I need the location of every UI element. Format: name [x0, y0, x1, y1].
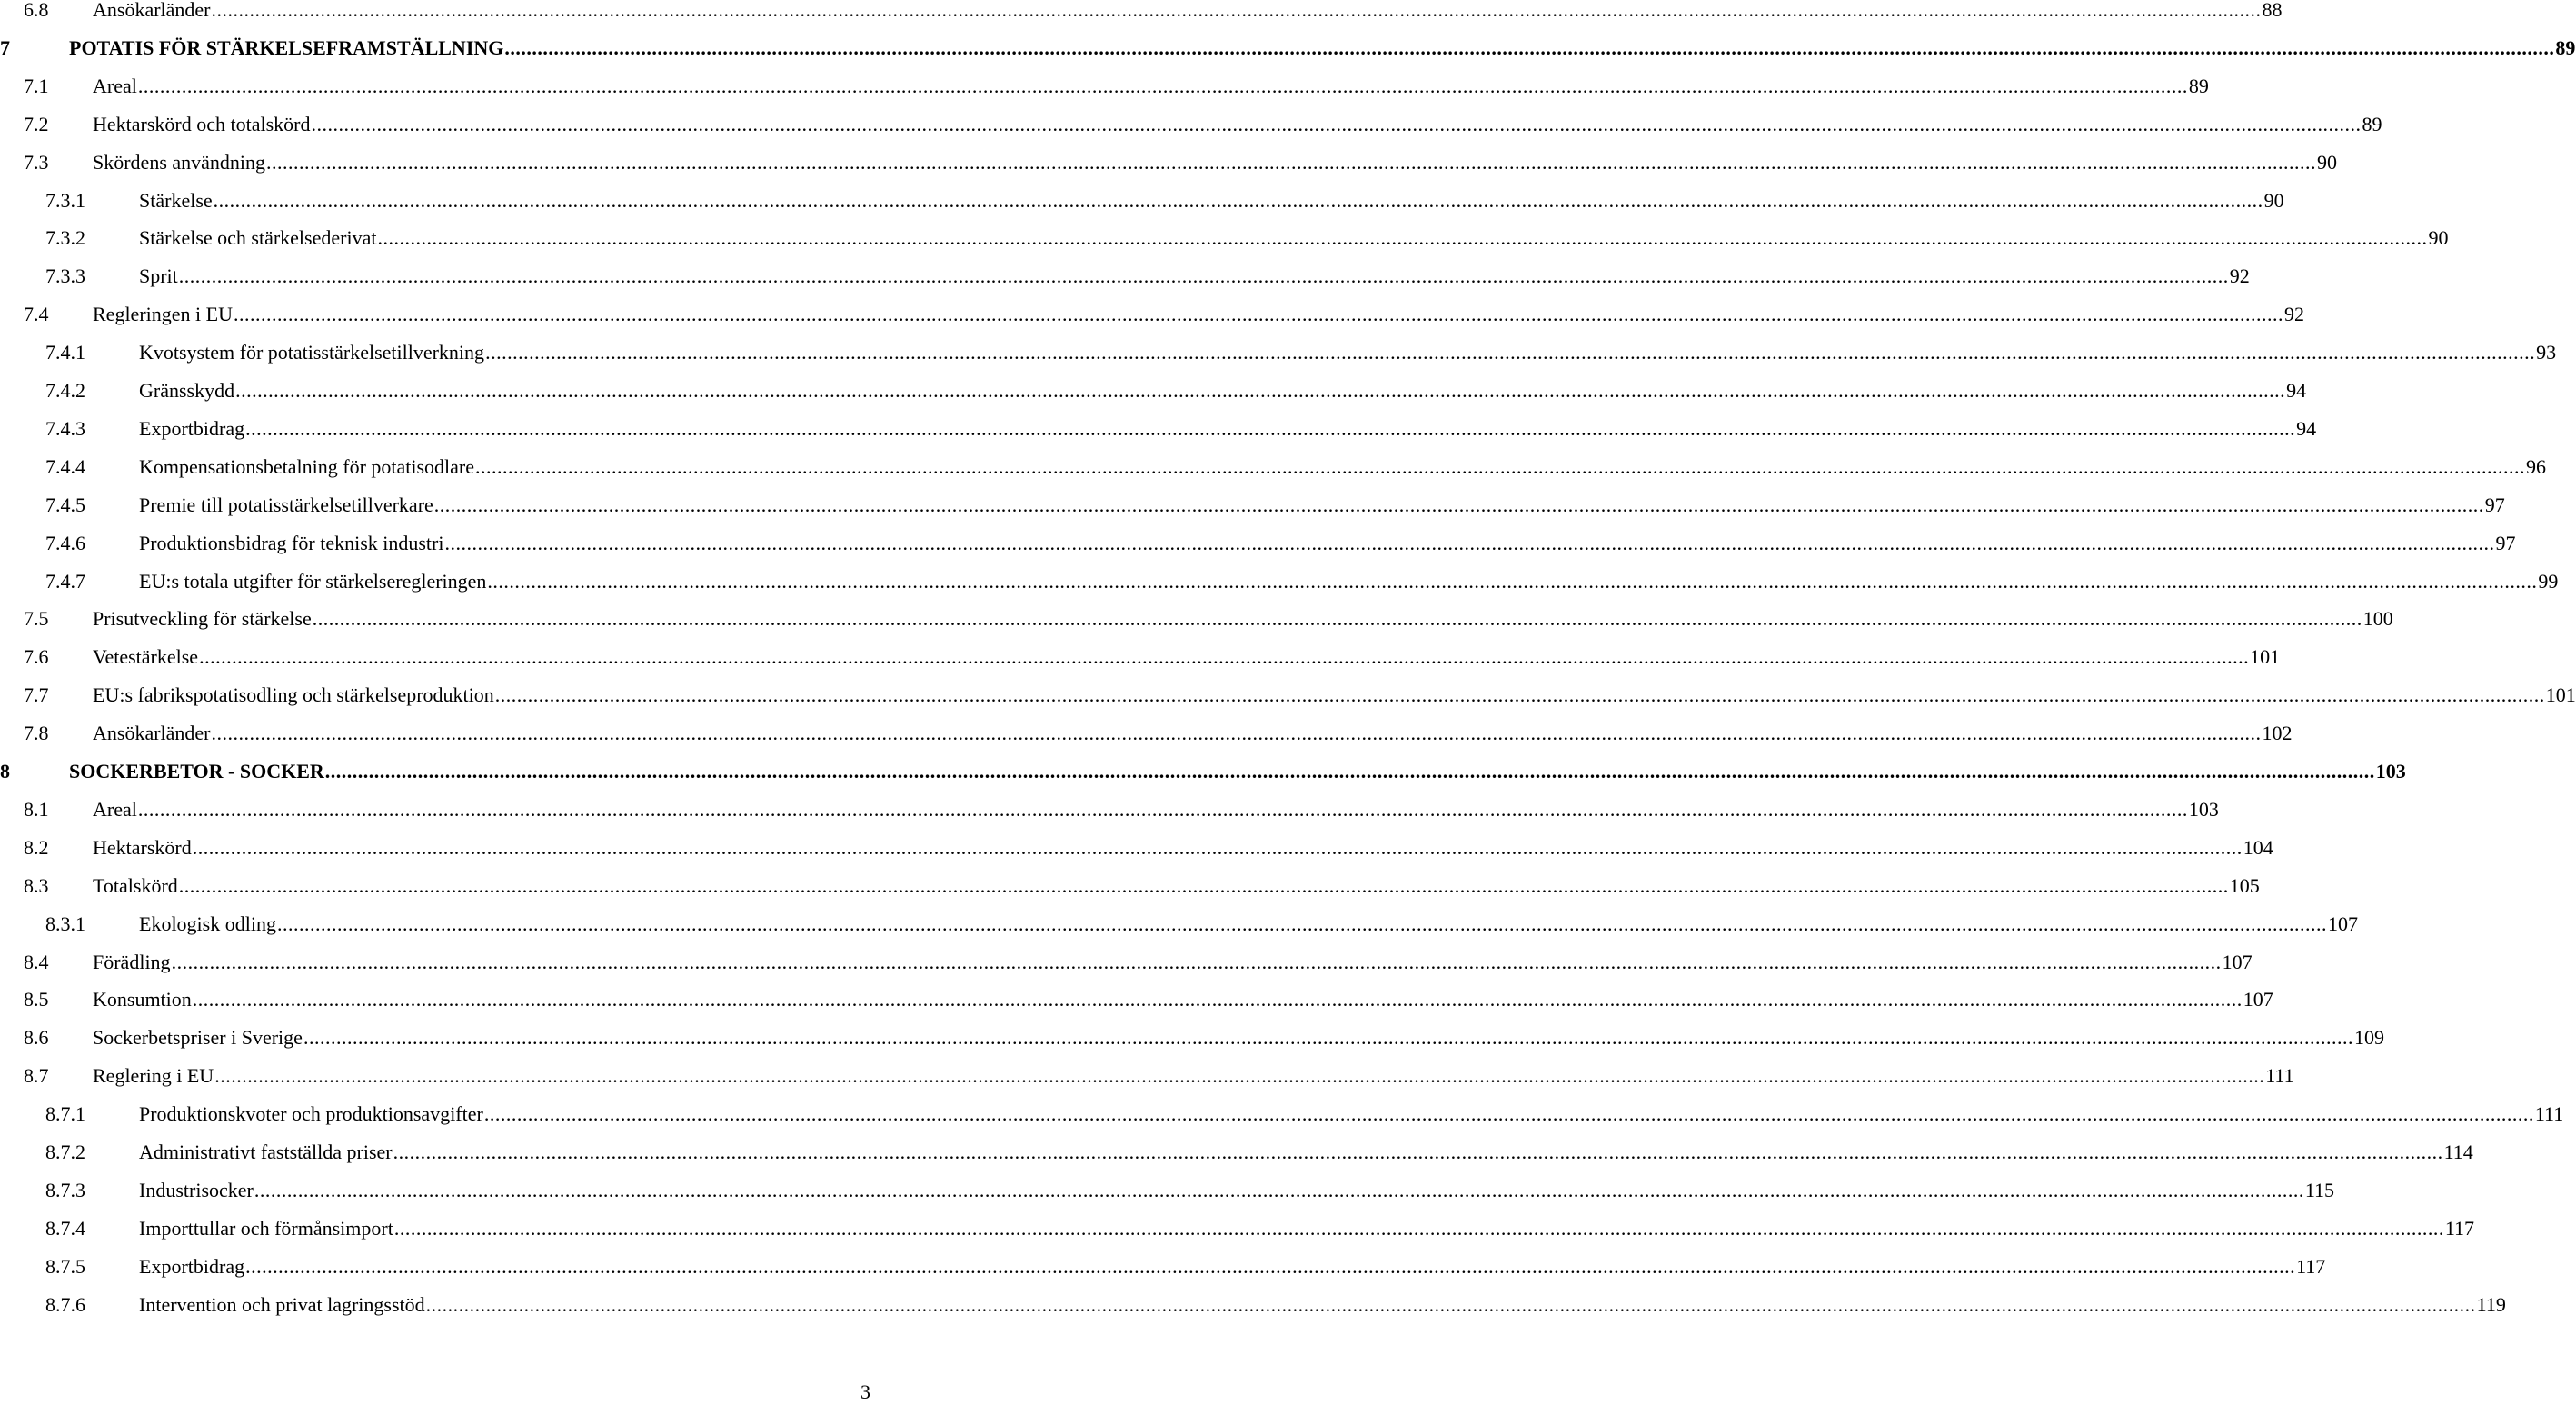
toc-entry-number: 8.7.3 [45, 1178, 85, 1201]
toc-entry[interactable] [24, 149, 2338, 176]
toc-entry-number: 8.7.6 [45, 1292, 85, 1316]
toc-entry[interactable] [24, 949, 2253, 976]
toc-entry-title: Sockerbetspriser i Sverige [93, 1026, 303, 1050]
toc-entry[interactable] [24, 111, 2382, 138]
toc-entry-title: Reglering i EU [93, 1064, 214, 1088]
toc-entry-title: Produktionsbidrag för teknisk industri [139, 531, 444, 554]
dot-leader [277, 911, 2327, 938]
toc-entry-number: 7.4.5 [45, 493, 85, 516]
toc-entry[interactable] [0, 35, 2576, 62]
toc-entry-page: 92 [2229, 264, 2250, 288]
toc-entry[interactable] [24, 301, 2304, 328]
dot-leader [235, 377, 2285, 404]
dot-leader [313, 605, 2362, 633]
toc-entry-number: 8.3 [24, 873, 49, 897]
toc-entry-title: Kompensationsbetalning för potatisodlare [139, 454, 475, 478]
toc-entry-number: 7.4.6 [45, 531, 85, 554]
toc-entry-title: Konsumtion [93, 988, 192, 1011]
toc-entry-number: 8.4 [24, 950, 49, 973]
toc-entry-title: Sprit [139, 264, 178, 288]
toc-entry-title: Premie till potatisstärkelsetillverkare [139, 493, 433, 516]
toc-entry-number: 7.4.3 [45, 416, 85, 440]
toc-entry-title: Exportbidrag [139, 416, 245, 440]
toc-entry-page: 100 [2362, 607, 2393, 631]
toc-entry[interactable] [24, 643, 2281, 671]
toc-entry-title: Areal [93, 797, 137, 821]
dot-leader [212, 0, 2262, 24]
toc-entry-page: 96 [2526, 454, 2547, 478]
toc-entry-number: 7.8 [24, 722, 49, 745]
toc-entry[interactable] [24, 1024, 2384, 1051]
toc-entry-page: 117 [2296, 1254, 2326, 1278]
toc-entry-number: 7.6 [24, 645, 49, 669]
toc-entry-title: SOCKERBETOR - SOCKER [69, 760, 324, 782]
dot-leader [234, 301, 2283, 328]
toc-entry-number: 8.1 [24, 797, 49, 821]
toc-entry[interactable] [24, 872, 2260, 900]
toc-entry[interactable] [45, 224, 2449, 252]
toc-entry-page: 94 [2286, 379, 2307, 402]
dot-leader [377, 224, 2427, 252]
toc-entry-number: 7.4.2 [45, 379, 85, 402]
toc-entry-page: 93 [2536, 341, 2557, 364]
toc-entry-number: 8.3.1 [45, 912, 85, 935]
toc-entry-number: 7.5 [24, 607, 49, 631]
toc-entry-title: Förädling [93, 950, 171, 973]
toc-entry-title: Totalskörd [93, 873, 178, 897]
toc-entry-number: 8.7.1 [45, 1102, 85, 1126]
dot-leader [266, 149, 2316, 176]
toc-entry[interactable] [24, 682, 2576, 709]
toc-entry-title: Ansökarländer [93, 722, 211, 745]
toc-entry-number: 8.5 [24, 988, 49, 1011]
toc-entry-page: 102 [2262, 722, 2293, 745]
toc-entry-number: 7.2 [24, 112, 49, 135]
dot-leader [444, 530, 2494, 557]
toc-entry-page: 90 [2317, 150, 2338, 174]
toc-entry-title: EU:s fabrikspotatisodling och stärkelseproduktion [93, 683, 494, 707]
toc-entry-title: Industrisocker [139, 1178, 254, 1201]
toc-entry[interactable] [24, 986, 2273, 1013]
dot-leader [426, 1291, 2476, 1319]
dot-leader [504, 35, 2554, 62]
dot-leader [312, 111, 2362, 138]
dot-leader [245, 1253, 2295, 1280]
toc-entry-page: 119 [2476, 1292, 2506, 1316]
toc-entry-title: Ekologisk odling [139, 912, 276, 935]
toc-entry-title: Hektarskörd [93, 835, 192, 859]
dot-leader [254, 1177, 2304, 1204]
toc-entry[interactable] [24, 73, 2209, 100]
toc-entry-title: Exportbidrag [139, 1254, 245, 1278]
toc-entry[interactable] [24, 834, 2273, 862]
toc-entry-page: 97 [2495, 531, 2516, 554]
toc-entry-title: Importtullar och förmånsimport [139, 1216, 393, 1240]
toc-entry[interactable] [45, 377, 2307, 404]
toc-entry-number: 7 [0, 35, 10, 59]
toc-entry-number: 7.3 [24, 150, 49, 174]
toc-entry-number: 8.7.5 [45, 1254, 85, 1278]
toc-entry-page: 105 [2229, 873, 2260, 897]
toc-entry-number: 7.7 [24, 683, 49, 707]
toc-entry-number: 7.3.2 [45, 226, 85, 250]
toc-entry[interactable] [45, 1139, 2473, 1166]
toc-entry[interactable] [45, 1253, 2326, 1280]
toc-entry[interactable] [45, 1291, 2506, 1319]
toc-entry-title: Stärkelse och stärkelsederivat [139, 226, 377, 250]
toc-entry-number: 7.4 [24, 303, 49, 326]
toc-entry-page: 101 [2250, 645, 2281, 669]
toc-entry[interactable] [45, 1215, 2475, 1242]
toc-entry-page: 89 [2188, 74, 2209, 97]
toc-entry[interactable] [45, 187, 2284, 214]
toc-entry[interactable] [24, 0, 2283, 24]
dot-leader [214, 1062, 2264, 1090]
dot-leader [138, 796, 2188, 823]
toc-entry-title: Gränsskydd [139, 379, 235, 402]
toc-entry-title: Areal [93, 74, 137, 97]
toc-entry-page: 111 [2265, 1064, 2294, 1088]
dot-leader [138, 73, 2188, 100]
toc-entry[interactable] [45, 911, 2358, 938]
toc-entry[interactable] [0, 758, 2406, 785]
toc-entry-page: 109 [2353, 1026, 2384, 1050]
toc-entry[interactable] [24, 605, 2393, 633]
toc-entry-page: 104 [2243, 835, 2273, 859]
toc-entry-number: 7.3.1 [45, 188, 85, 212]
toc-entry-page: 114 [2443, 1141, 2473, 1163]
dot-leader [199, 643, 2249, 671]
dot-leader [193, 834, 2243, 862]
toc-entry-number: 8.7 [24, 1064, 49, 1088]
dot-leader [193, 986, 2243, 1013]
dot-leader [214, 187, 2263, 214]
toc-entry-page: 107 [2243, 988, 2273, 1011]
toc-entry-title: Prisutveckling för stärkelse [93, 607, 312, 631]
toc-entry-page: 90 [2263, 188, 2284, 212]
toc-entry-page: 117 [2444, 1216, 2475, 1240]
toc-entry-number: 8.6 [24, 1026, 49, 1050]
toc-entry-page: 89 [2362, 112, 2382, 135]
dot-leader [393, 1139, 2443, 1166]
toc-entry-page: 111 [2534, 1102, 2564, 1126]
toc-entry-page: 101 [2545, 683, 2576, 707]
toc-entry-title: Administrativt fastställda priser [139, 1141, 393, 1163]
toc-entry-page: 94 [2296, 416, 2317, 440]
toc-entry-title: POTATIS FÖR STÄRKELSEFRAMSTÄLLNING [69, 35, 504, 59]
toc-entry[interactable] [45, 415, 2317, 443]
toc-entry-page: 107 [2327, 912, 2358, 935]
toc-entry-number: 7.4.4 [45, 454, 85, 478]
toc-entry-title: Kvotsystem för potatisstärkelsetillverkning [139, 341, 485, 364]
toc-entry-number: 7.1 [24, 74, 49, 97]
toc-entry-page: 92 [2283, 303, 2304, 326]
toc-entry-page: 88 [2262, 0, 2283, 21]
dot-leader [245, 415, 2295, 443]
toc-entry-page: 99 [2538, 569, 2559, 593]
toc-entry[interactable] [45, 1177, 2335, 1204]
dot-leader [487, 568, 2537, 595]
toc-entry-number: 7.4.7 [45, 569, 85, 593]
dot-leader [325, 758, 2375, 785]
toc-entry-number: 7.4.1 [45, 341, 85, 364]
toc-entry[interactable] [45, 453, 2547, 481]
dot-leader [179, 872, 2229, 900]
toc-entry-number: 7.3.3 [45, 264, 85, 288]
toc-entry-page: 90 [2428, 226, 2449, 250]
toc-entry-title: Regleringen i EU [93, 303, 233, 326]
dot-leader [475, 453, 2525, 481]
dot-leader [495, 682, 2545, 709]
toc-entry[interactable] [24, 720, 2293, 747]
toc-entry-page: 103 [2188, 797, 2219, 821]
toc-entry-page: 115 [2304, 1178, 2335, 1201]
toc-entry[interactable] [45, 1101, 2564, 1128]
toc-entry-number: 8 [0, 760, 10, 782]
toc-entry[interactable] [45, 568, 2559, 595]
toc-entry-title: Ansökarländer [93, 0, 211, 21]
toc-entry-number: 6.8 [24, 0, 49, 21]
toc-entry-page: 97 [2484, 493, 2505, 516]
toc-entry[interactable] [24, 796, 2219, 823]
dot-leader [485, 339, 2535, 366]
toc-entry[interactable] [45, 339, 2557, 366]
dot-leader [179, 263, 2229, 290]
toc-entry-number: 8.2 [24, 835, 49, 859]
toc-entry-title: Intervention och privat lagringsstöd [139, 1292, 425, 1316]
toc-entry[interactable] [45, 263, 2250, 290]
dot-leader [394, 1215, 2444, 1242]
toc-entry-title: Stärkelse [139, 188, 213, 212]
toc-entry-title: Hektarskörd och totalskörd [93, 112, 311, 135]
toc-entry-number: 8.7.4 [45, 1216, 85, 1240]
dot-leader [172, 949, 2222, 976]
toc-entry[interactable] [24, 1062, 2294, 1090]
page-number: 3 [860, 1380, 870, 1403]
dot-leader [434, 492, 2484, 519]
toc-entry-title: Skördens användning [93, 150, 266, 174]
toc-entry-title: Produktionskvoter och produktionsavgifter [139, 1102, 483, 1126]
dot-leader [212, 720, 2262, 747]
toc-entry-page: 103 [2375, 760, 2406, 782]
dot-leader [303, 1024, 2353, 1051]
toc-entry[interactable] [45, 492, 2505, 519]
toc-entry[interactable] [45, 530, 2516, 557]
toc-entry-title: Vetestärkelse [93, 645, 199, 669]
toc-entry-number: 8.7.2 [45, 1141, 85, 1163]
toc-entry-page: 89 [2555, 35, 2576, 59]
toc-entry-title: EU:s totala utgifter för stärkelseregleringen [139, 569, 487, 593]
dot-leader [484, 1101, 2534, 1128]
toc-entry-page: 107 [2222, 950, 2253, 973]
